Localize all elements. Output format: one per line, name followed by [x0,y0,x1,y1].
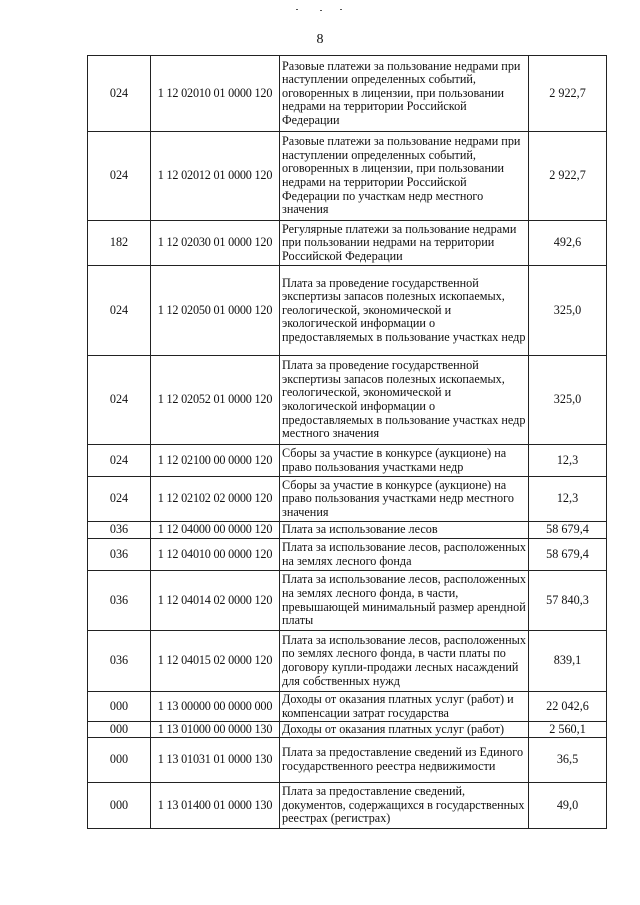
table-row [88,445,607,477]
admin-code-cell: 036 [88,539,151,571]
revenue-name-cell: Плата за использование лесов, расположенных на землях лесного фонда [280,539,529,571]
amount-cell: 12,3 [529,445,607,477]
amount-cell: 36,5 [529,738,607,783]
admin-code-cell: 024 [88,56,151,132]
budget-code-cell: 1 12 02102 02 0000 120 [151,477,280,522]
table-row [88,738,607,783]
admin-code-cell: 000 [88,722,151,738]
admin-code-cell: 000 [88,783,151,829]
amount-cell: 2 922,7 [529,132,607,221]
admin-code-cell: 036 [88,571,151,631]
table-row [88,722,607,738]
amount-cell: 2 560,1 [529,722,607,738]
budget-code-cell: 1 13 00000 00 0000 000 [151,692,280,722]
table-row [88,631,607,692]
budget-code-cell: 1 12 04000 00 0000 120 [151,522,280,539]
table-row [88,356,607,445]
admin-code-cell: 024 [88,266,151,356]
budget-code-cell: 1 12 04014 02 0000 120 [151,571,280,631]
scan-speck [296,9,298,10]
amount-cell: 325,0 [529,266,607,356]
admin-code-cell: 000 [88,738,151,783]
revenue-name-cell: Разовые платежи за пользование недрами при наступлении определенных событий, оговоренных в лицензии, при пользовании недрами на территории Российской Федерации [280,56,529,132]
table-row [88,522,607,539]
table-row [88,477,607,522]
admin-code-cell: 000 [88,692,151,722]
amount-cell: 492,6 [529,221,607,266]
table-row [88,783,607,829]
budget-code-cell: 1 12 02012 01 0000 120 [151,132,280,221]
budget-code-cell: 1 12 04015 02 0000 120 [151,631,280,692]
admin-code-cell: 024 [88,445,151,477]
admin-code-cell: 024 [88,132,151,221]
scan-speck [340,9,342,10]
revenue-name-cell: Плата за использование лесов, расположенных по землях лесного фонда, в части платы по договору купли-продажи лесных насаждений для собственных нужд [280,631,529,692]
revenue-name-cell: Доходы от оказания платных услуг (работ) [280,722,529,738]
amount-cell: 58 679,4 [529,522,607,539]
revenue-name-cell: Плата за предоставление сведений, документов, содержащихся в государственных реестрах (регистрах) [280,783,529,829]
revenue-table [87,55,607,829]
revenue-name-cell: Разовые платежи за пользование недрами при наступлении определенных событий, оговоренных в лицензии, при пользовании недрами на территории Российской Федерации по участкам недр местного значения [280,132,529,221]
revenue-name-cell: Плата за использование лесов, расположенных на землях лесного фонда, в части, превышающей минимальный размер арендной платы [280,571,529,631]
budget-code-cell: 1 13 01400 01 0000 130 [151,783,280,829]
revenue-name-cell: Плата за предоставление сведений из Единого государственного реестра недвижимости [280,738,529,783]
scan-speck [320,10,322,11]
budget-code-cell: 1 12 02052 01 0000 120 [151,356,280,445]
revenue-name-cell: Плата за проведение государственной экспертизы запасов полезных ископаемых, геологической, экономической и экологической информации о предоставляемых в пользование участках недр [280,266,529,356]
budget-code-cell: 1 12 02100 00 0000 120 [151,445,280,477]
amount-cell: 325,0 [529,356,607,445]
admin-code-cell: 024 [88,477,151,522]
budget-code-cell: 1 12 04010 00 0000 120 [151,539,280,571]
budget-code-cell: 1 13 01000 00 0000 130 [151,722,280,738]
budget-code-cell: 1 12 02030 01 0000 120 [151,221,280,266]
admin-code-cell: 024 [88,356,151,445]
amount-cell: 58 679,4 [529,539,607,571]
table-row [88,692,607,722]
amount-cell: 49,0 [529,783,607,829]
admin-code-cell: 182 [88,221,151,266]
table-row [88,571,607,631]
revenue-name-cell: Доходы от оказания платных услуг (работ) и компенсации затрат государства [280,692,529,722]
revenue-name-cell: Сборы за участие в конкурсе (аукционе) на право пользования участками недр местного значения [280,477,529,522]
revenue-name-cell: Регулярные платежи за пользование недрами при пользовании недрами на территории Российской Федерации [280,221,529,266]
admin-code-cell: 036 [88,522,151,539]
amount-cell: 22 042,6 [529,692,607,722]
budget-code-cell: 1 12 02050 01 0000 120 [151,266,280,356]
table-row [88,539,607,571]
page-number: 8 [316,32,324,47]
revenue-name-cell: Плата за проведение государственной экспертизы запасов полезных ископаемых, геологической, экономической и экологической информации о предоставляемых в пользование участках недр местного значения [280,356,529,445]
amount-cell: 2 922,7 [529,56,607,132]
table-row [88,266,607,356]
table-row [88,56,607,132]
revenue-name-cell: Сборы за участие в конкурсе (аукционе) на право пользования участками недр [280,445,529,477]
budget-code-cell: 1 12 02010 01 0000 120 [151,56,280,132]
table-row [88,221,607,266]
amount-cell: 839,1 [529,631,607,692]
table-row [88,132,607,221]
budget-code-cell: 1 13 01031 01 0000 130 [151,738,280,783]
amount-cell: 57 840,3 [529,571,607,631]
amount-cell: 12,3 [529,477,607,522]
revenue-name-cell: Плата за использование лесов [280,522,529,539]
admin-code-cell: 036 [88,631,151,692]
